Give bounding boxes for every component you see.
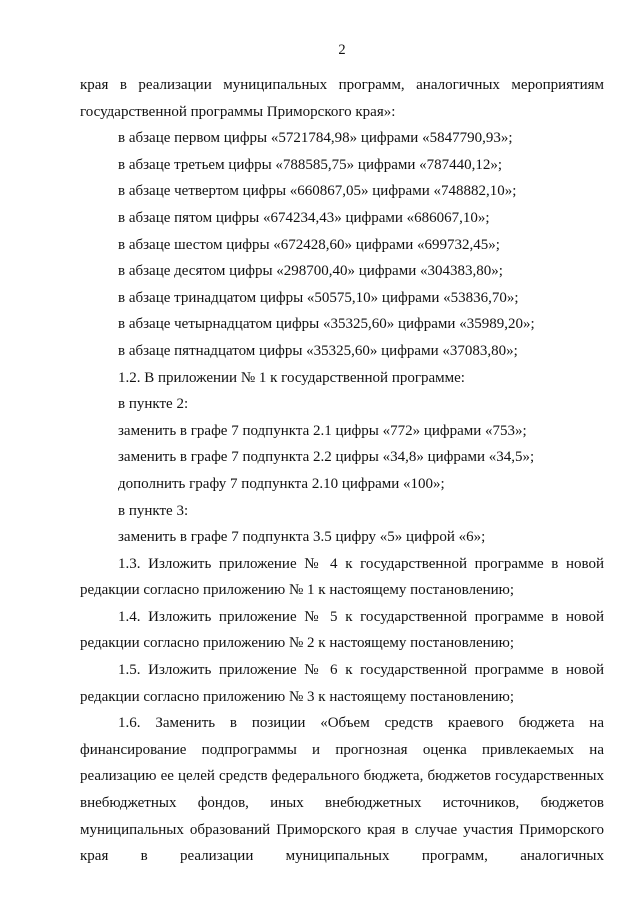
section-1-6-paragraph: 1.6. Заменить в позиции «Объем средств краевого бюджета на финансирование подпрограммы и прогнозная оценка привлекаемых на реализацию ее целей средств федерального бюджета, бюджетов государственных внебюджетных фондов, иных внебюджетных источников, бюджетов муниципальных образований Приморского края в случае участия Приморского края в реализации муниципальных программ, аналогичных [80,715,604,865]
section-1-5-line-2: редакции согласно приложению № 3 к настоящему постановлению; [80,688,515,705]
abzac-replacements-list [80,125,604,364]
section-1-3-line-2: редакции согласно приложению № 1 к настоящему постановлению; [80,582,515,599]
section-1-3-line-1: 1.3. Изложить приложение № 4 к государственной программе в новой [118,555,604,572]
section-1-5-line-1: 1.5. Изложить приложение № 6 к государственной программе в новой [118,662,604,679]
section-1-2 [80,365,604,551]
page-number: 2 [338,42,346,58]
list-item: заменить в графе 7 подпункта 2.2 цифры «34,8» цифрами «34,5»; [118,449,535,466]
list-item: в абзаце первом цифры «5721784,98» цифрами «5847790,93»; [118,130,513,147]
list-item: в абзаце третьем цифры «788585,75» цифрами «787440,12»; [118,156,503,173]
intro-line-2: государственной программы Приморского края»: [80,103,396,120]
point-3-label: в пункте 3: [118,502,189,519]
list-item: в абзаце четырнадцатом цифры «35325,60» цифрами «35989,20»; [118,316,535,333]
list-item: в абзаце четвертом цифры «660867,05» цифрами «748882,10»; [118,183,517,200]
list-item: в абзаце шестом цифры «672428,60» цифрами «699732,45»; [118,236,500,253]
list-item: в абзаце тринадцатом цифры «50575,10» цифрами «53836,70»; [118,289,519,306]
section-1-2-heading: 1.2. В приложении № 1 к государственной программе: [118,369,465,386]
list-item: заменить в графе 7 подпункта 2.1 цифры «772» цифрами «753»; [118,422,527,439]
list-item: в абзаце десятом цифры «298700,40» цифрами «304383,80»; [118,263,503,280]
section-1-4-line-2: редакции согласно приложению № 2 к настоящему постановлению; [80,635,515,652]
list-item: заменить в графе 7 подпункта 3.5 цифру «5» цифрой «6»; [118,529,486,546]
list-item: дополнить графу 7 подпункта 2.10 цифрами «100»; [118,475,445,492]
list-item: в абзаце пятом цифры «674234,43» цифрами «686067,10»; [118,209,490,226]
document-page [80,40,604,870]
list-item: в абзаце пятнадцатом цифры «35325,60» цифрами «37083,80»; [118,342,518,359]
section-1-5 [80,657,604,710]
intro-line-1: края в реализации муниципальных программ, аналогичных мероприятиям [80,77,604,93]
section-1-4-line-1: 1.4. Изложить приложение № 5 к государственной программе в новой [118,608,604,625]
point-2-label: в пункте 2: [118,396,189,413]
section-1-4 [80,604,604,657]
section-1-3 [80,551,604,604]
